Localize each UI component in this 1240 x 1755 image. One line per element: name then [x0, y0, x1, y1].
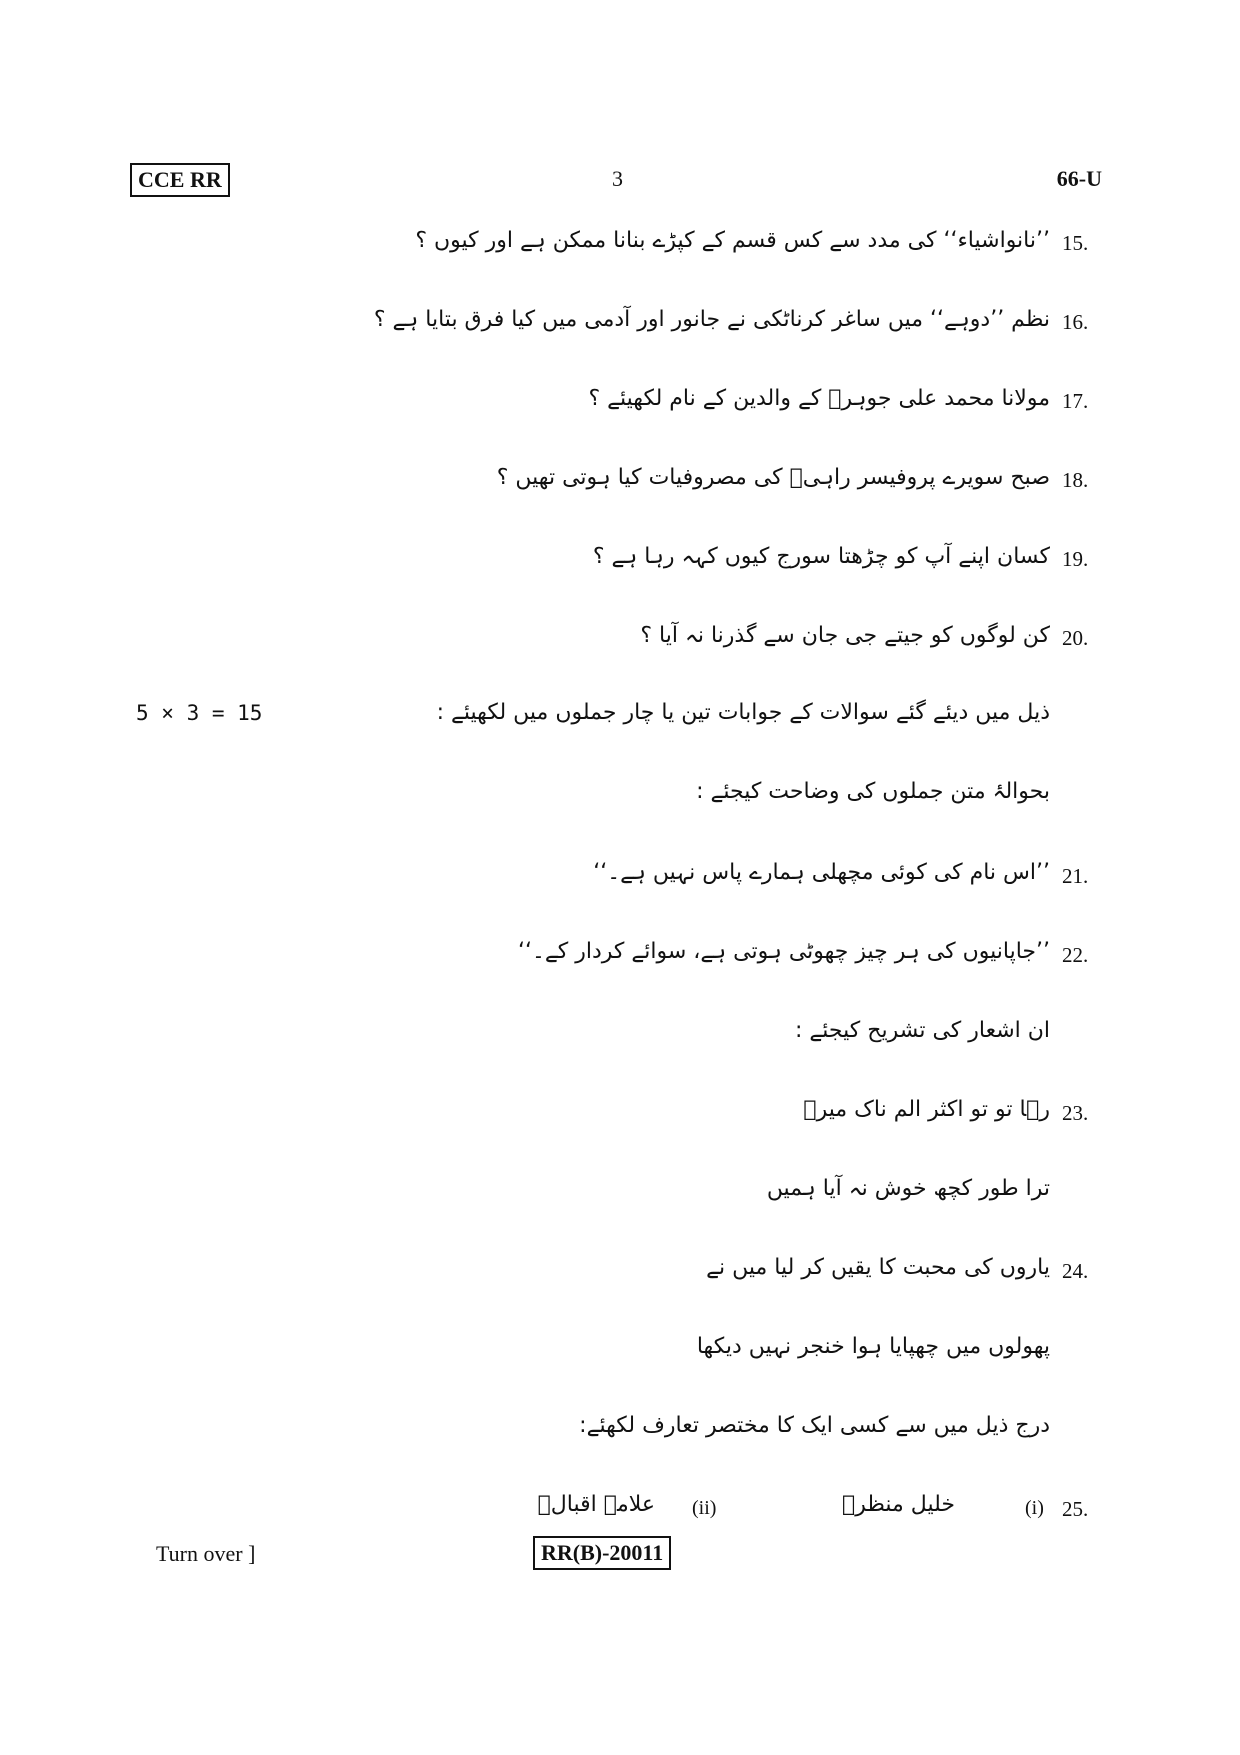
question-number: 23.: [1062, 1101, 1089, 1125]
question-number: 20.: [1062, 626, 1089, 650]
exam-code-box: CCE RR: [130, 163, 230, 197]
question-number: 19.: [1062, 547, 1089, 571]
question-text: ’’نانواشیاء‘‘ کی مدد سے کس قسم کے کپڑے بنانا ممکن ہے اور کیوں ؟: [415, 228, 1050, 253]
question-text: ’’اس نام کی کوئی مچھلی ہمارے پاس نہیں ہے۔‘‘: [593, 860, 1050, 885]
section-marks: 5 × 3 = 15: [136, 701, 263, 725]
paper-code: 66-U: [1056, 166, 1102, 191]
verse-line: رہا تو تو اکثر الم ناک میرؔ: [803, 1097, 1050, 1122]
page-number: 3: [612, 166, 623, 191]
verse-line: ترا طور کچھ خوش نہ آیا ہمیں: [766, 1176, 1050, 1201]
question-text: صبح سویرے پروفیسر راہیؔ کی مصروفیات کیا ہوتی تھیں ؟: [496, 465, 1050, 490]
option-label: (ii): [692, 1497, 717, 1519]
option-label: (i): [1025, 1497, 1044, 1519]
section-instruction: ذیل میں دیئے گئے سوالات کے جوابات تین یا چار جملوں میں لکھیئے :: [436, 700, 1050, 725]
poetry-instruction: ان اشعار کی تشریح کیجئے :: [795, 1018, 1050, 1043]
question-text: کسان اپنے آپ کو چڑھتا سورج کیوں کہہ رہا ہے ؟: [592, 544, 1050, 569]
question-number: 21.: [1062, 864, 1089, 888]
question-text: مولانا محمد علی جوہرؔ کے والدین کے نام لکھیئے ؟: [588, 386, 1050, 411]
verse-line: یاروں کی محبت کا یقیں کر لیا میں نے: [706, 1255, 1050, 1280]
question-text: نظم ’’دوہے‘‘ میں ساغر کرناٹکی نے جانور اور آدمی میں کیا فرق بتایا ہے ؟: [373, 307, 1050, 332]
question-number: 24.: [1062, 1259, 1089, 1283]
footer-code-box: RR(B)-20011: [533, 1536, 671, 1570]
question-text: کن لوگوں کو جیتے جی جان سے گذرنا نہ آیا ؟: [640, 623, 1050, 648]
question-number: 15.: [1062, 231, 1089, 255]
question-number: 18.: [1062, 468, 1089, 492]
context-instruction: بحوالۂ متن جملوں کی وضاحت کیجئے :: [696, 779, 1050, 804]
question-number: 16.: [1062, 310, 1089, 334]
question-text: ’’جاپانیوں کی ہر چیز چھوٹی ہوتی ہے، سوائے کردار کے۔‘‘: [517, 939, 1050, 964]
option-text: علامہ اقبالؔ: [537, 1492, 655, 1517]
intro-instruction: درج ذیل میں سے کسی ایک کا مختصر تعارف لکھئے:: [579, 1413, 1050, 1438]
option-text: خلیل منظرؔ: [842, 1492, 955, 1517]
verse-line: پھولوں میں چھپایا ہوا خنجر نہیں دیکھا: [696, 1334, 1050, 1359]
question-number: 25.: [1062, 1497, 1089, 1521]
question-number: 17.: [1062, 389, 1089, 413]
turn-over-note: Turn over ]: [156, 1541, 256, 1566]
question-number: 22.: [1062, 943, 1089, 967]
